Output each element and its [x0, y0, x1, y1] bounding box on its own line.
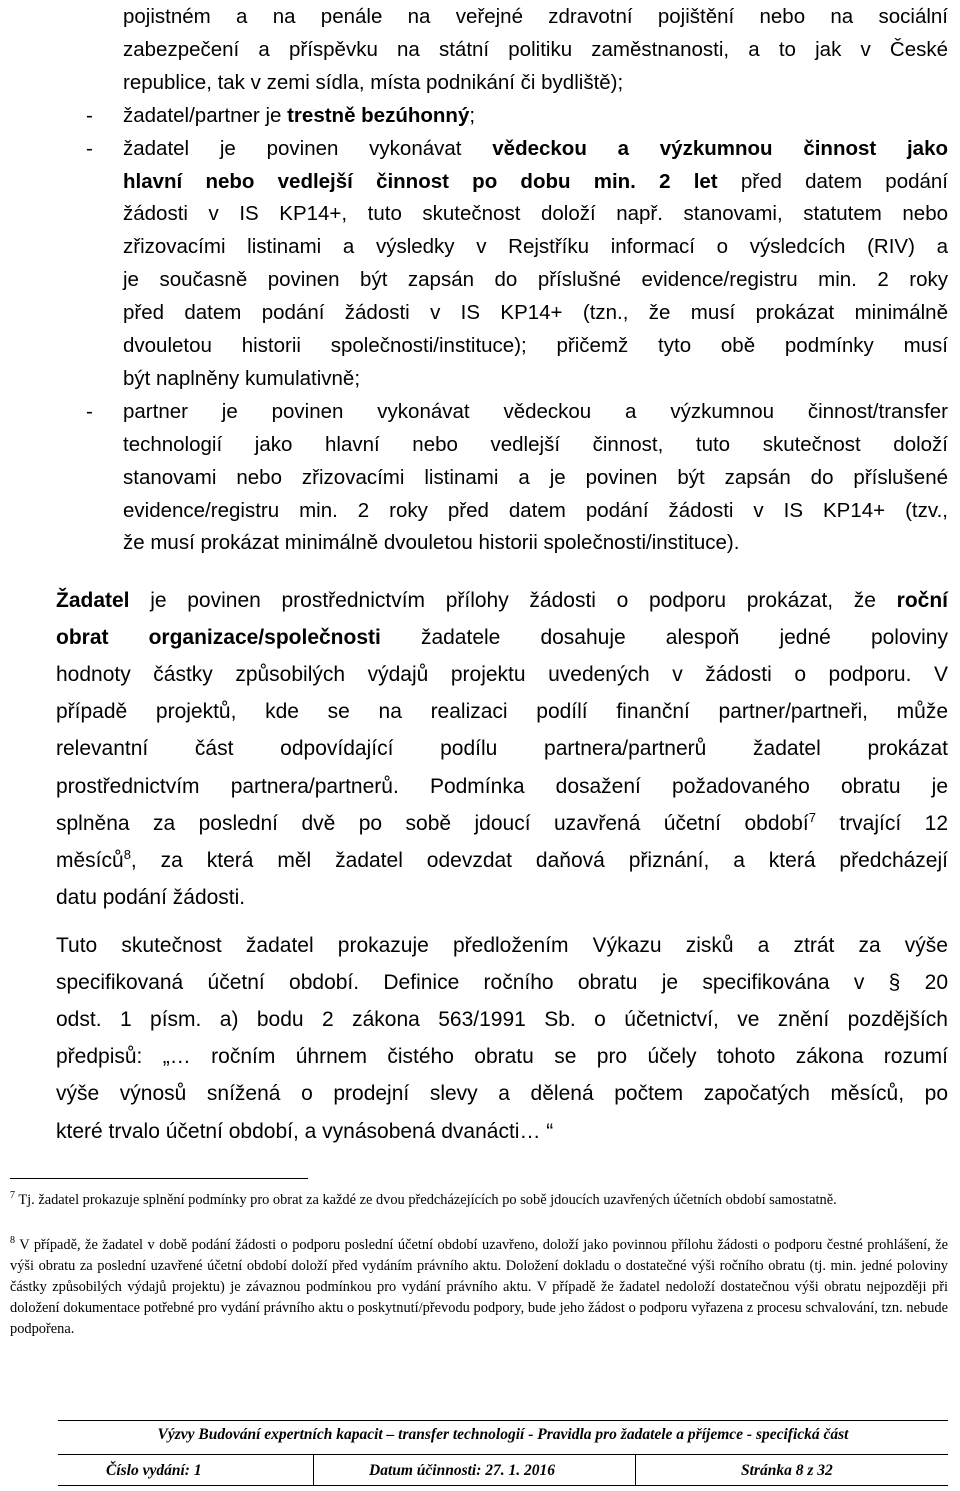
- list-line: zřizovacími listinami a výsledky v Rejstříku informací o výsledcích (RIV) a: [123, 235, 948, 259]
- list-line: stanovami nebo zřizovacími listinami a je povinen být zapsán do příslušené: [123, 465, 948, 489]
- paragraph-line: datu podání žádosti.: [56, 885, 246, 909]
- footnote-8-text: V případě, že žadatel v době podání žádosti o podporu poslední účetní období uzavřeno, doloží jako povinnou přílohu žádosti o podporu čestné prohlášení, že výši obratu za poslední uzavřené účetní období doloží před vydáním právního aktu. Doložení dokladu o dostatečné výši ročního obratu (tj. min. jedné poloviny částky způsobilých výdajů projektu) je závaznou podmínkou pro vydání právního aktu. V případě že žadatel nedoloží dostatečnou výši obratu nejpozději při doložení dokumentace potřebné pro vydání právního aktu o poskytnutí/převodu podpory, bude jeho žádost o podporu vyřazena z procesu schvalování, tzn. nebude podpořena.: [10, 1237, 948, 1337]
- list-bullet: -: [86, 136, 93, 160]
- list-line: pojistném a na penále na veřejné zdravotní pojištění nebo na sociální: [123, 5, 948, 28]
- list-line: technologií jako hlavní nebo vedlejší činnost, tuto skutečnost doloží: [123, 432, 948, 456]
- paragraph-line: Žadatel je povinen prostřednictvím přílohy žádosti o podporu prokázat, že roční: [56, 589, 948, 612]
- footnote-8-number: 8: [10, 1235, 15, 1247]
- paragraph-line: splněna za poslední dvě po sobě jdoucí uzavřená účetní období$^7$ trvající 12: [56, 809, 948, 835]
- list-line: žádosti v IS KP14+, tuto skutečnost doloží např. stanovami, statutem nebo: [123, 202, 948, 226]
- page-footer: [58, 1420, 948, 1486]
- list-line: že musí prokázat minimálně dvouletou historii společnosti/instituce).: [123, 531, 740, 555]
- list-line: republice, tak v zemi sídla, místa podnikání či bydliště);: [123, 70, 624, 94]
- list-line: hlavní nebo vedlejší činnost po dobu min. 2 let před datem podání: [123, 169, 948, 193]
- list-line: evidence/registru min. 2 roky před datem podání žádosti v IS KP14+ (tzv.,: [123, 498, 948, 522]
- paragraph-line: hodnoty částky způsobilých výdajů projektu uvedených v žádosti o podporu. V: [56, 663, 948, 687]
- paragraph-line: měsíců$^8$, za která měl žadatel odevzdat daňová přiznání, a která předcházejí: [56, 846, 948, 872]
- footer-info-row: [58, 1454, 948, 1485]
- paragraph-line: předpisů: „… ročním úhrnem čistého obratu se pro účely tohoto zákona rozumí: [56, 1045, 948, 1069]
- paragraph-line: prostřednictvím partnera/partnerů. Podmínka dosažení požadovaného obratu je: [56, 774, 948, 798]
- list-line: být naplněny kumulativně;: [123, 366, 361, 390]
- paragraph-line: obrat organizace/společnosti žadatele dosahuje alespoň jedné poloviny: [56, 626, 948, 650]
- paragraph-line: relevantní část odpovídající podílu partnera/partnerů žadatel prokázat: [56, 737, 948, 761]
- paragraph-line: odst. 1 písm. a) bodu 2 zákona 563/1991 Sb. o účetnictví, ve znění pozdějších: [56, 1008, 948, 1032]
- paragraph-line: specifikovaná účetní období. Definice ročního obratu je specifikována v § 20: [56, 971, 948, 995]
- footnote-7: [10, 1190, 948, 1211]
- list-bullet: -: [86, 399, 93, 423]
- list-line: před datem podání žádosti v IS KP14+ (tzn., že musí prokázat minimálně: [123, 301, 948, 325]
- footer-divider: [635, 1455, 636, 1485]
- footer-divider: [313, 1455, 314, 1485]
- footnote-8: [10, 1235, 948, 1340]
- issue-number: Číslo vydání: 1: [106, 1462, 202, 1479]
- paragraph-line: které trvalo účetní období, a vynásobená dvanácti… “: [56, 1119, 554, 1143]
- footer-title: Výzvy Budování expertních kapacit – transfer technologií - Pravidla pro žadatele a příjemce - specifická část: [157, 1426, 849, 1443]
- footnote-separator: [10, 1178, 308, 1179]
- footnote-7-number: 7: [10, 1190, 15, 1202]
- effective-date: Datum účinnosti: 27. 1. 2016: [369, 1462, 556, 1479]
- footnote-7-text: Tj. žadatel prokazuje splnění podmínky pro obrat za každé ze dvou předcházejících po sobě jdoucích uzavřených účetních období samostatně.: [18, 1192, 837, 1208]
- paragraph-line: případě projektů, kde se na realizaci podílí finanční partner/partneři, může: [56, 700, 948, 724]
- list-line: je současně povinen být zapsán do příslušné evidence/registru min. 2 roky: [123, 268, 948, 292]
- list-line: dvouletou historii společnosti/instituce); přičemž tyto obě podmínky musí: [123, 334, 948, 357]
- page-number: Stránka 8 z 32: [741, 1462, 833, 1479]
- list-line: partner je povinen vykonávat vědeckou a výzkumnou činnost/transfer: [123, 399, 948, 423]
- list-line: žadatel je povinen vykonávat vědeckou a výzkumnou činnost jako: [123, 136, 949, 160]
- paragraph-line: výše výnosů snížená o prodejní slevy a dělená počtem započatých měsíců, po: [56, 1082, 948, 1106]
- list-line: zabezpečení a příspěvku na státní politiku zaměstnanosti, a to jak v České: [123, 37, 948, 61]
- list-bullet: -: [86, 103, 93, 127]
- list-line: žadatel/partner je trestně bezúhonný;: [123, 103, 476, 127]
- paragraph-line: Tuto skutečnost žadatel prokazuje předložením Výkazu zisků a ztrát za výše: [56, 934, 948, 957]
